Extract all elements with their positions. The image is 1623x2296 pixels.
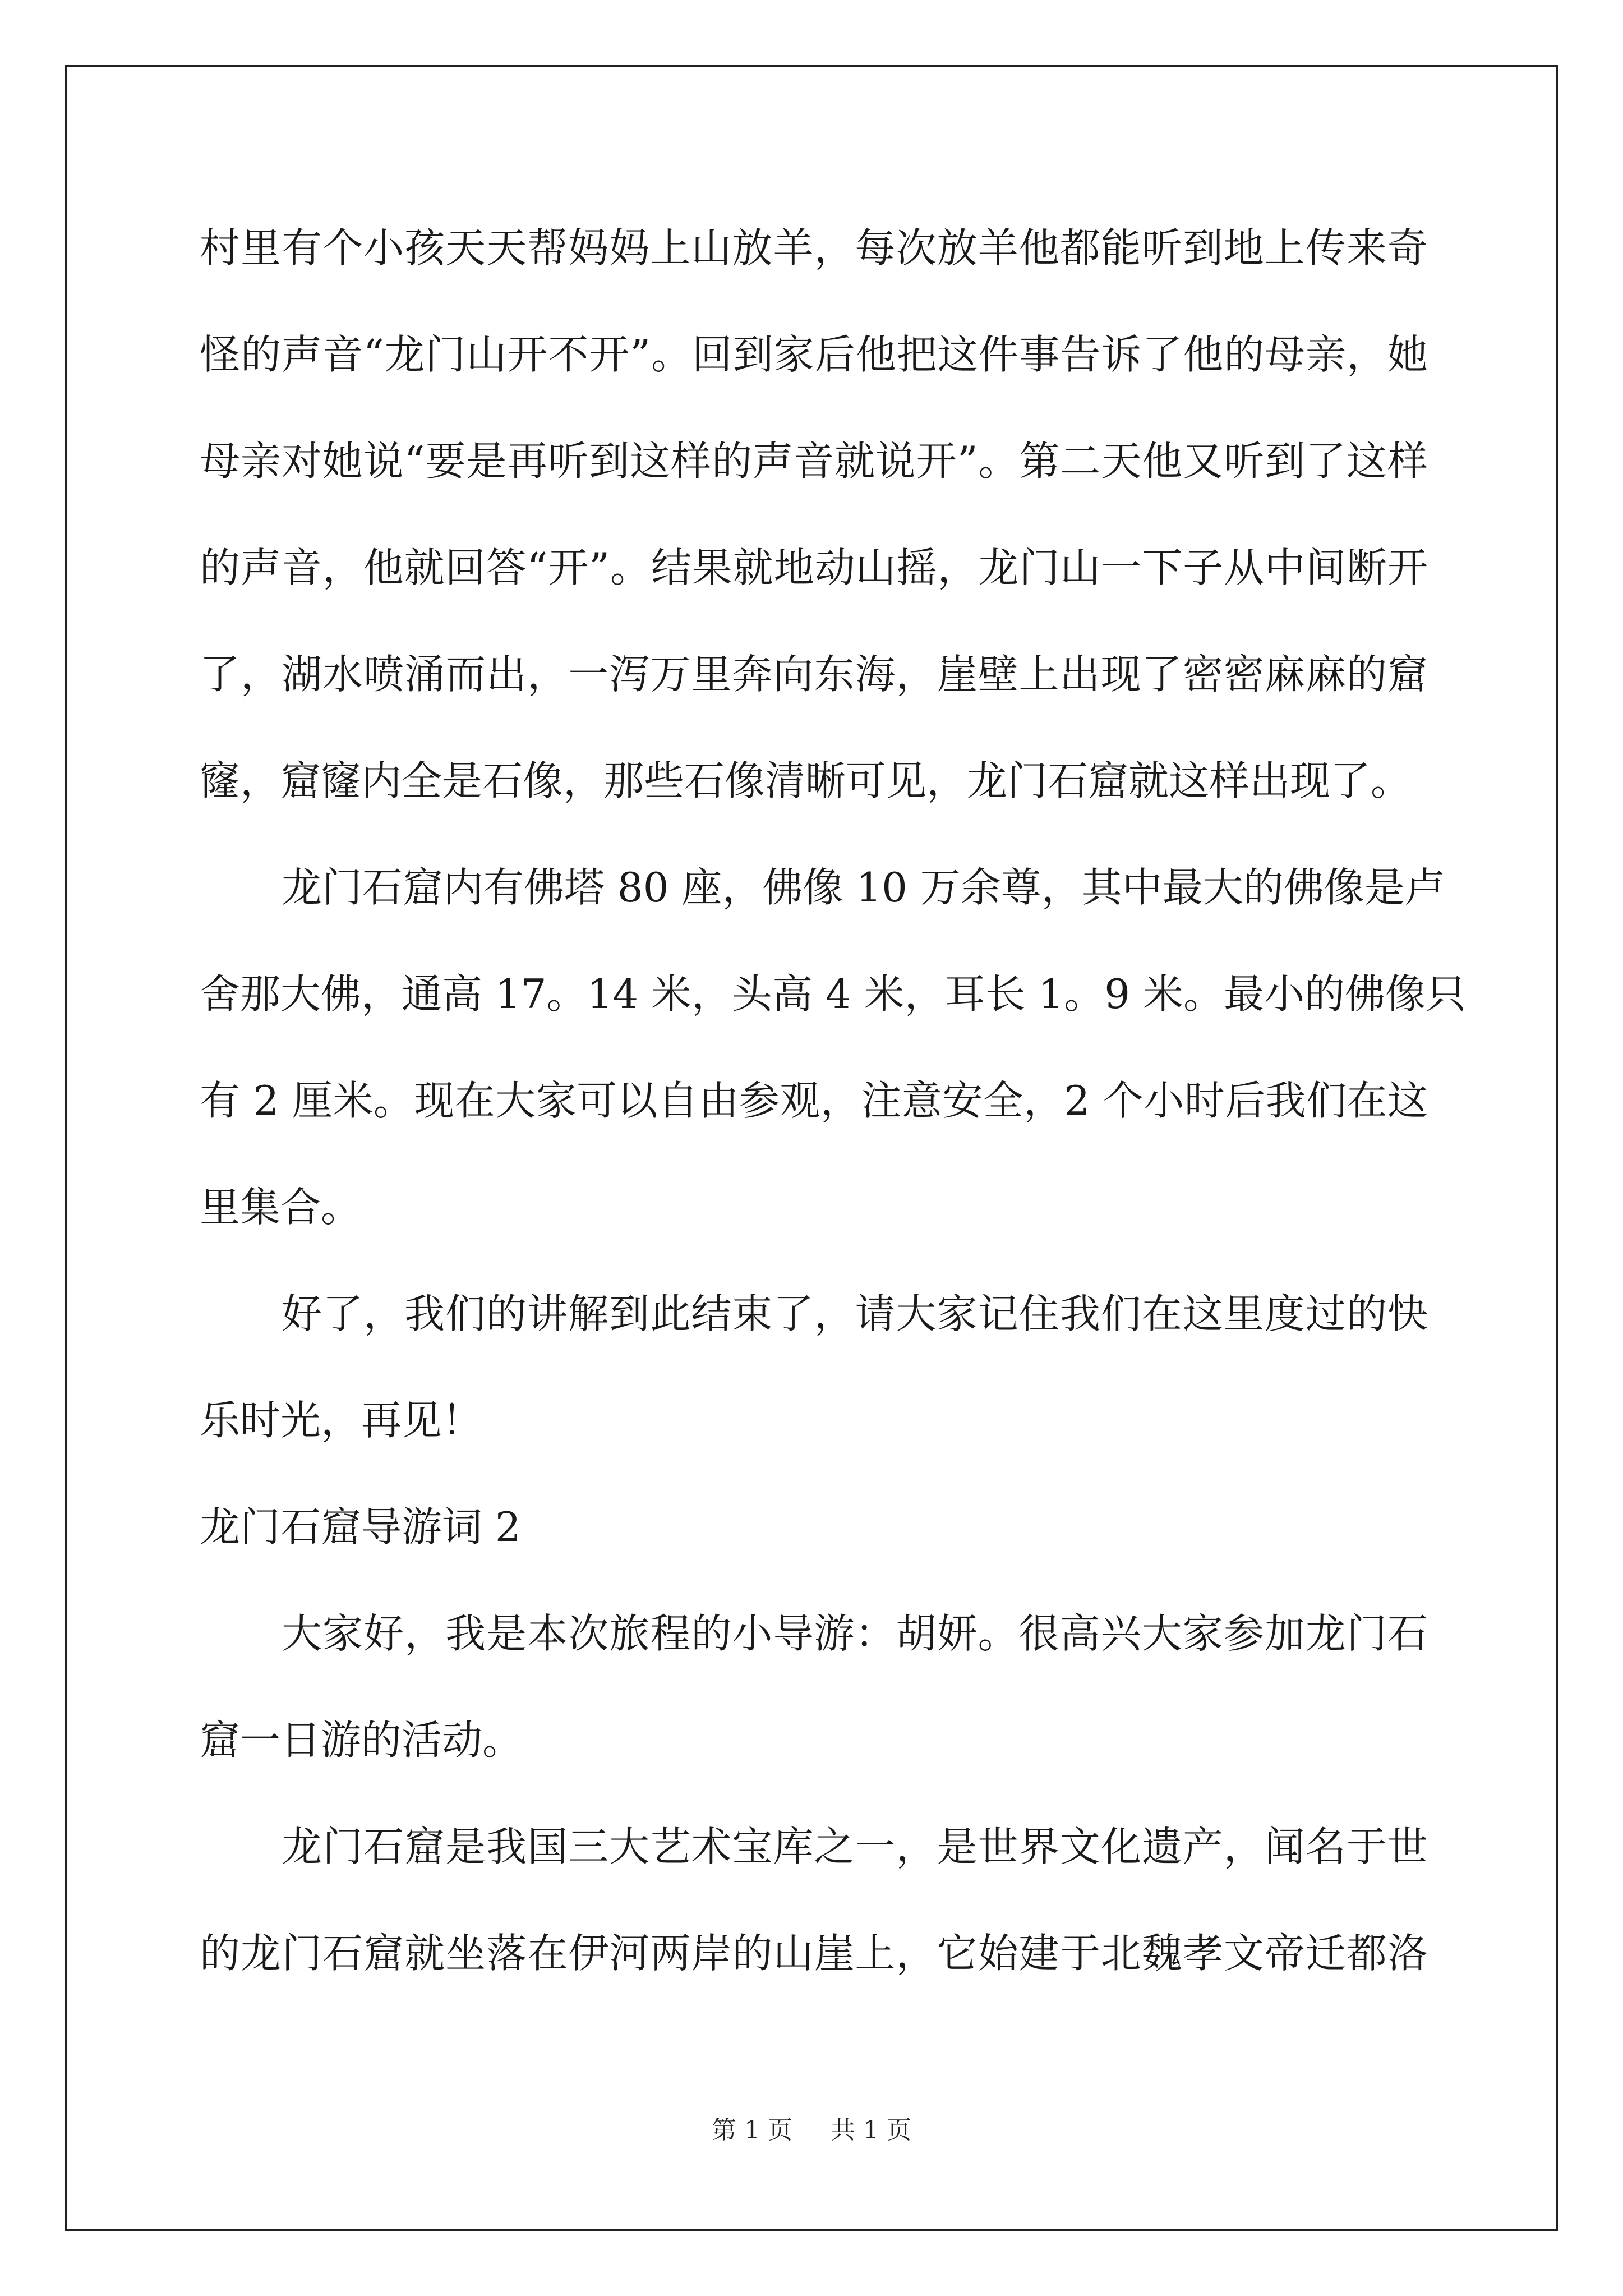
- text-line: 龙门石窟是我国三大艺术宝库之一，是世界文化遗产，闻名于世: [282, 1823, 1428, 1870]
- text-line: 好了，我们的讲解到此结束了，请大家记住我们在这里度过的快: [282, 1290, 1428, 1337]
- text-line: 窟一日游的活动。: [200, 1717, 523, 1764]
- page-number: 第 1 页: [712, 2116, 792, 2145]
- text-line: 里集合。: [200, 1184, 362, 1231]
- page-footer: [0, 2114, 1623, 2147]
- section-heading: 龙门石窟导游词 2: [200, 1503, 521, 1550]
- text-line: 舍那大佛，通高 17。14 米，头高 4 米，耳长 1。9 米。最小的佛像只: [200, 970, 1466, 1018]
- text-line: 的声音，他就回答“开”。结果就地动山摇，龙门山一下子从中间断开: [200, 544, 1428, 591]
- text-line: 大家好，我是本次旅程的小导游：胡妍。很高兴大家参加龙门石: [282, 1610, 1428, 1657]
- text-line: 乐时光，再见！: [200, 1397, 483, 1444]
- text-line: 窿，窟窿内全是石像，那些石像清晰可见，龙门石窟就这样出现了。: [200, 757, 1412, 804]
- text-line: 了，湖水喷涌而出，一泻万里奔向东海，崖壁上出现了密密麻麻的窟: [200, 651, 1428, 698]
- page-total: 共 1 页: [831, 2116, 911, 2145]
- text-line: 村里有个小孩天天帮妈妈上山放羊，每次放羊他都能听到地上传来奇: [200, 224, 1428, 272]
- text-line: 龙门石窟内有佛塔 80 座，佛像 10 万余尊，其中最大的佛像是卢: [282, 864, 1445, 911]
- text-line: 的龙门石窟就坐落在伊河两岸的山崖上，它始建于北魏孝文帝迁都洛: [200, 1930, 1428, 1977]
- text-line: 怪的声音“龙门山开不开”。回到家后他把这件事告诉了他的母亲，她: [200, 331, 1428, 378]
- text-line: 有 2 厘米。现在大家可以自由参观，注意安全，2 个小时后我们在这: [200, 1077, 1428, 1124]
- document-body: [200, 214, 1466, 2026]
- text-line: 母亲对她说“要是再听到这样的声音就说开”。第二天他又听到了这样: [200, 438, 1428, 485]
